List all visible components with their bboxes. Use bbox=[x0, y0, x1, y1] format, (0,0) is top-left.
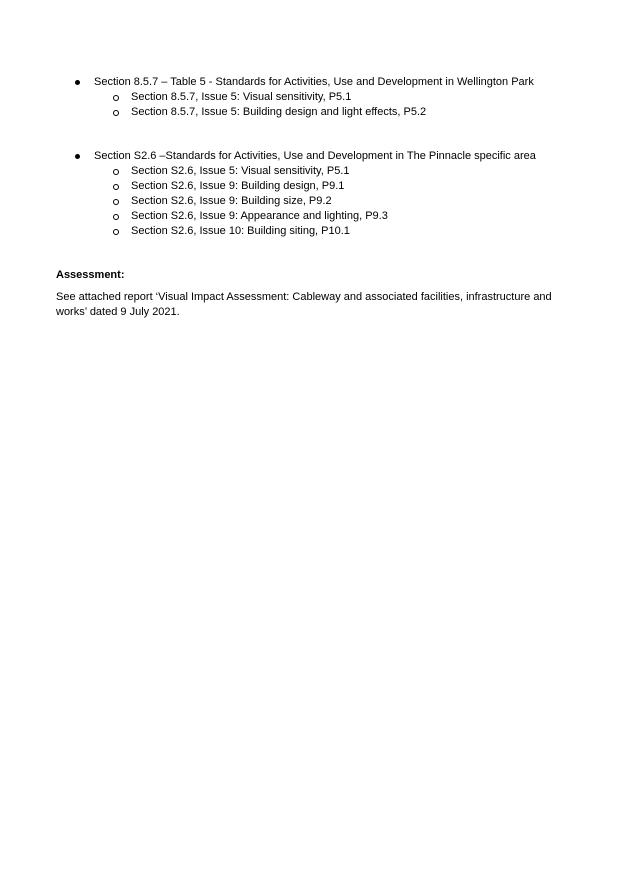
list-item-sub: Section 8.5.7, Issue 5: Visual sensitivity, P5.1 bbox=[131, 91, 352, 103]
list-item-sub: Section S2.6, Issue 9: Building design, P9.1 bbox=[131, 180, 345, 192]
list-item-sub: Section S2.6, Issue 9: Appearance and lighting, P9.3 bbox=[131, 210, 388, 222]
list-item-main: Section S2.6 –Standards for Activities, Use and Development in The Pinnacle specific area bbox=[94, 150, 536, 162]
list-item-main: Section 8.5.7 – Table 5 - Standards for Activities, Use and Development in Wellington Park bbox=[94, 76, 534, 88]
sub-bullet-icon bbox=[113, 184, 119, 190]
bullet-icon bbox=[75, 154, 80, 159]
assessment-heading: Assessment: bbox=[56, 269, 125, 281]
sub-bullet-icon bbox=[113, 95, 119, 101]
sub-bullet-icon bbox=[113, 169, 119, 175]
bullet-icon bbox=[75, 80, 80, 85]
sub-bullet-icon bbox=[113, 214, 119, 220]
list-item-sub: Section S2.6, Issue 9: Building size, P9.2 bbox=[131, 195, 332, 207]
sub-bullet-icon bbox=[113, 229, 119, 235]
list-item-sub: Section S2.6, Issue 10: Building siting, P10.1 bbox=[131, 225, 350, 237]
assessment-paragraph: See attached report ‘Visual Impact Assessment: Cableway and associated facilities, infrastructure and works’ dated 9 July 2021. bbox=[56, 291, 552, 318]
sub-bullet-icon bbox=[113, 199, 119, 205]
sub-bullet-icon bbox=[113, 110, 119, 116]
list-item-sub: Section S2.6, Issue 5: Visual sensitivity, P5.1 bbox=[131, 165, 350, 177]
list-item-sub: Section 8.5.7, Issue 5: Building design and light effects, P5.2 bbox=[131, 106, 427, 118]
